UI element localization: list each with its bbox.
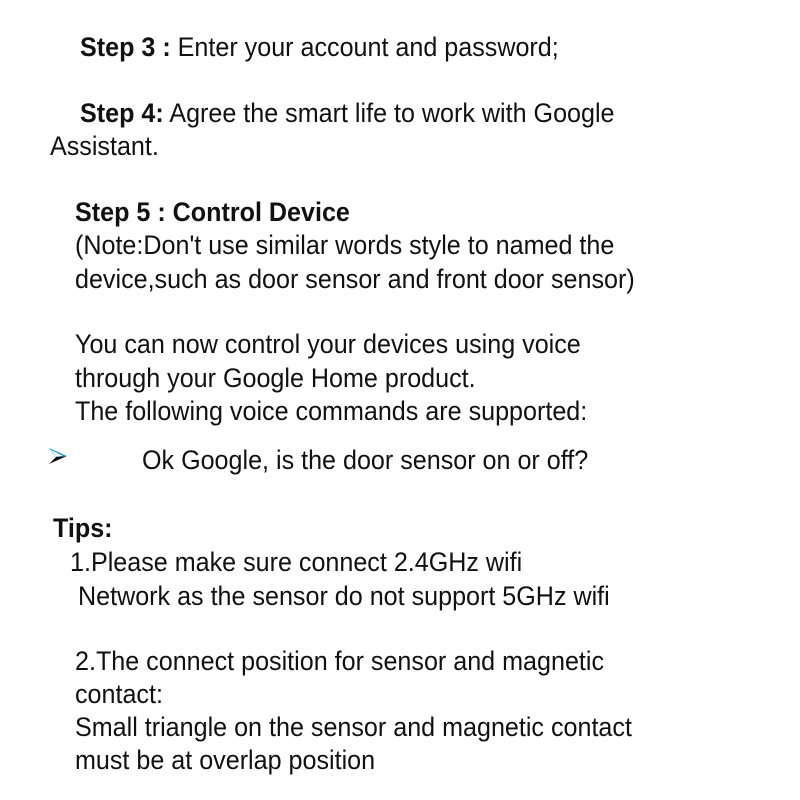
step-5-label: Step 5 : Control Device [75, 197, 350, 227]
tip-2-line-4: must be at overlap position [75, 745, 376, 775]
tips-title: Tips: [53, 513, 113, 543]
voice-line-3: The following voice commands are supported: [75, 396, 588, 426]
step-4-text: Agree the smart life to work with Google [163, 98, 615, 128]
step-4-label: Step 4: [80, 98, 164, 128]
tip-2-line-2: contact: [75, 679, 163, 709]
step-3 [80, 30, 559, 64]
tip-2-line-1: 2.The connect position for sensor and magnetic [75, 646, 605, 676]
tips-heading [53, 511, 113, 545]
voice-line-1: You can now control your devices using voice [75, 329, 581, 359]
tip-1-line-1: 1.Please make sure connect 2.4GHz wifi [70, 547, 523, 577]
voice-command: Ok Google, is the door sensor on or off? [142, 445, 589, 475]
step-5-note-line-1: (Note:Don't use similar words style to named the [75, 230, 615, 260]
step-5-heading [75, 195, 350, 229]
step-4 [80, 96, 615, 130]
tip-2-line-3: Small triangle on the sensor and magnetic contact [75, 712, 632, 742]
step-3-label: Step 3 : [80, 32, 171, 62]
tip-1-line-2: Network as the sensor do not support 5GHz wifi [78, 581, 610, 611]
step-4-text-continued: Assistant. [50, 131, 159, 161]
voice-line-2: through your Google Home product. [75, 363, 476, 393]
step-3-text: Enter your account and password; [170, 32, 559, 62]
arrow-bullet-icon [48, 446, 68, 466]
step-5-note-line-2: device,such as door sensor and front door sensor) [75, 264, 635, 294]
